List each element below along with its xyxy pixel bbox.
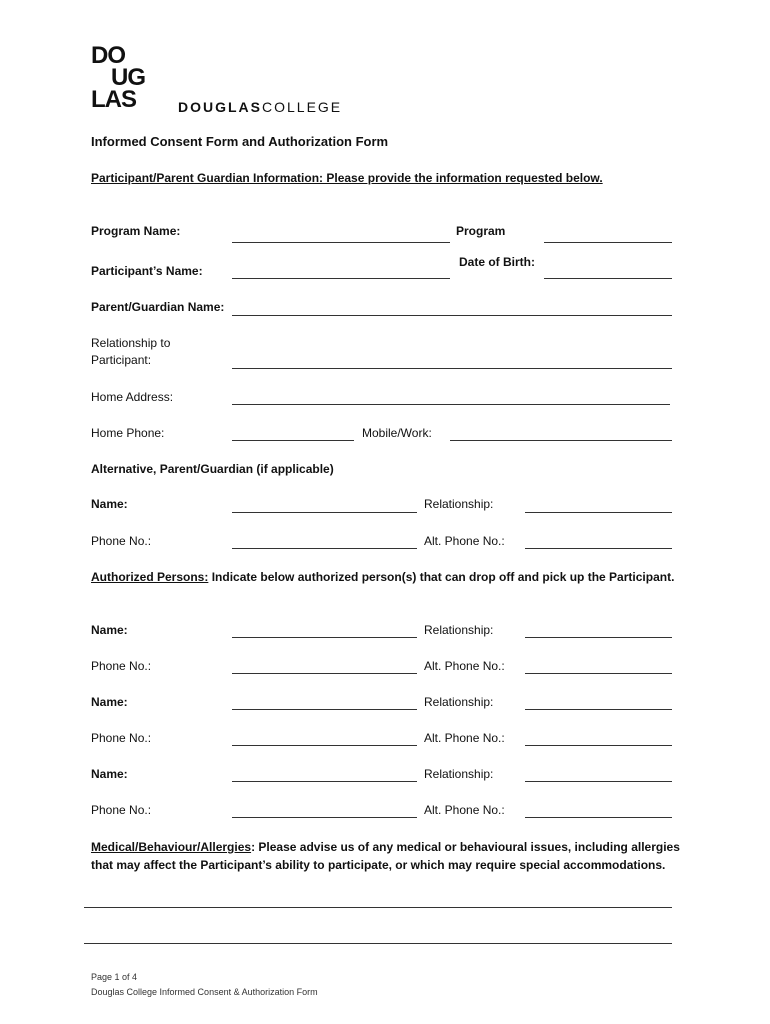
auth-3-alt-phone-label: Alt. Phone No.: bbox=[424, 803, 505, 817]
alt-phone-field[interactable] bbox=[232, 548, 417, 549]
participant-info-heading: Participant/Parent Guardian Information: Please provide the information requested below. bbox=[91, 171, 603, 185]
wordmark-bold: DOUGLAS bbox=[178, 99, 262, 115]
form-title: Informed Consent Form and Authorization Form bbox=[91, 134, 389, 149]
program-name-label: Program Name: bbox=[91, 224, 181, 238]
auth-2-phone-label: Phone No.: bbox=[91, 731, 152, 745]
parent-guardian-name-field[interactable] bbox=[232, 315, 672, 316]
auth-2-alt-phone-label: Alt. Phone No.: bbox=[424, 731, 505, 745]
home-address-label: Home Address: bbox=[91, 390, 174, 404]
auth-1-phone-label: Phone No.: bbox=[91, 659, 152, 673]
page-footer bbox=[91, 970, 318, 1000]
auth-3-phone-field[interactable] bbox=[232, 817, 417, 818]
date-of-birth-label: Date of Birth: bbox=[459, 255, 535, 269]
alt-alt-phone-field[interactable] bbox=[525, 548, 672, 549]
douglas-logo-mark bbox=[91, 44, 161, 114]
home-phone-field[interactable] bbox=[232, 440, 354, 441]
relationship-label-line-1: Relationship to bbox=[91, 336, 171, 350]
home-address-field[interactable] bbox=[232, 404, 670, 405]
auth-3-relationship-label: Relationship: bbox=[424, 767, 494, 781]
alt-phone-label: Phone No.: bbox=[91, 534, 152, 548]
alt-name-label: Name: bbox=[91, 497, 128, 511]
medical-heading-colon: : bbox=[251, 840, 256, 854]
auth-3-phone-label: Phone No.: bbox=[91, 803, 152, 817]
auth-1-phone-field[interactable] bbox=[232, 673, 417, 674]
participant-name-field[interactable] bbox=[232, 278, 450, 279]
program-label: Program bbox=[456, 224, 506, 238]
medical-heading bbox=[91, 838, 691, 874]
auth-2-name-field[interactable] bbox=[232, 709, 417, 710]
participant-name-label: Participant’s Name: bbox=[91, 264, 203, 278]
alt-name-field[interactable] bbox=[232, 512, 417, 513]
auth-3-name-label: Name: bbox=[91, 767, 128, 781]
auth-3-name-field[interactable] bbox=[232, 781, 417, 782]
college-wordmark bbox=[178, 99, 342, 115]
wordmark-light: COLLEGE bbox=[262, 99, 343, 115]
auth-1-relationship-field[interactable] bbox=[525, 637, 672, 638]
auth-2-phone-field[interactable] bbox=[232, 745, 417, 746]
date-of-birth-field[interactable] bbox=[544, 278, 672, 279]
logo-mark-line-2: UG bbox=[111, 64, 145, 91]
authorized-persons-heading bbox=[91, 570, 674, 584]
auth-1-relationship-label: Relationship: bbox=[424, 623, 494, 637]
home-phone-label: Home Phone: bbox=[91, 426, 165, 440]
program-field[interactable] bbox=[544, 242, 672, 243]
medical-heading-label: Medical/Behaviour/Allergies bbox=[91, 840, 252, 854]
mobile-work-field[interactable] bbox=[450, 440, 672, 441]
auth-2-relationship-label: Relationship: bbox=[424, 695, 494, 709]
alt-relationship-field[interactable] bbox=[525, 512, 672, 513]
logo-mark-line-3: LAS bbox=[91, 86, 136, 113]
auth-3-alt-phone-field[interactable] bbox=[525, 817, 672, 818]
authorized-persons-heading-label: Authorized Persons: bbox=[91, 570, 209, 584]
mobile-work-label: Mobile/Work: bbox=[362, 426, 432, 440]
auth-2-name-label: Name: bbox=[91, 695, 128, 709]
medical-text-line-2: that may affect the Participant’s ability to participate, or which may require special accommodations. bbox=[91, 858, 666, 872]
auth-1-name-label: Name: bbox=[91, 623, 128, 637]
relationship-field[interactable] bbox=[232, 368, 672, 369]
auth-1-alt-phone-label: Alt. Phone No.: bbox=[424, 659, 505, 673]
alt-alt-phone-label: Alt. Phone No.: bbox=[424, 534, 505, 548]
auth-2-relationship-field[interactable] bbox=[525, 709, 672, 710]
page-number: Page 1 of 4 bbox=[91, 972, 138, 982]
auth-3-relationship-field[interactable] bbox=[525, 781, 672, 782]
parent-guardian-name-label: Parent/Guardian Name: bbox=[91, 300, 225, 314]
medical-field-line-1[interactable] bbox=[84, 907, 672, 908]
auth-2-alt-phone-field[interactable] bbox=[525, 745, 672, 746]
authorized-persons-heading-text: Indicate below authorized person(s) that can drop off and pick up the Participant. bbox=[208, 570, 675, 584]
medical-field-line-2[interactable] bbox=[84, 943, 672, 944]
alt-relationship-label: Relationship: bbox=[424, 497, 494, 511]
medical-text-line-1: Please advise us of any medical or behavioural issues, including allergies bbox=[255, 840, 680, 854]
relationship-label-line-2: Participant: bbox=[91, 353, 152, 367]
auth-1-name-field[interactable] bbox=[232, 637, 417, 638]
program-name-field[interactable] bbox=[232, 242, 450, 243]
alternative-guardian-heading: Alternative, Parent/Guardian (if applicable) bbox=[91, 462, 334, 476]
footer-doc-name: Douglas College Informed Consent & Authorization Form bbox=[91, 987, 318, 997]
logo-mark-line-1: DO bbox=[91, 42, 125, 69]
auth-1-alt-phone-field[interactable] bbox=[525, 673, 672, 674]
